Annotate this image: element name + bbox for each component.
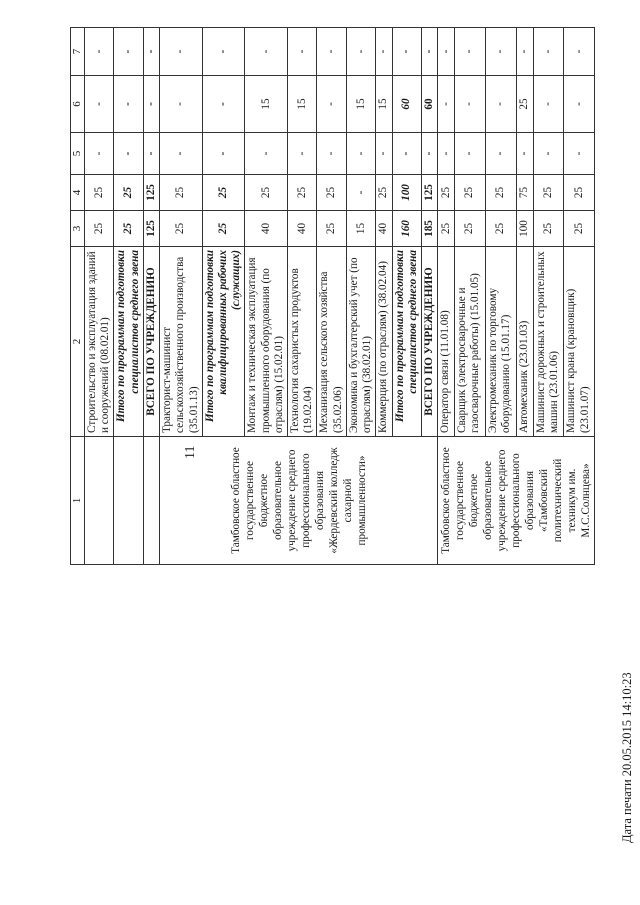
value-cell-c4: 25 bbox=[84, 175, 113, 211]
value-cell-c6: 15 bbox=[346, 76, 375, 133]
value-cell-c7: - bbox=[114, 28, 143, 76]
program-name: Тракторист-машинист сельскохозяйственного производства (35.01.13) bbox=[160, 247, 203, 437]
value-cell-c3: 25 bbox=[533, 211, 564, 247]
value-cell-c3: 25 bbox=[202, 211, 245, 247]
program-name: Технология сахаристых продуктов (19.02.04) bbox=[288, 247, 317, 437]
value-cell-c7: - bbox=[202, 28, 245, 76]
value-cell-c3: 25 bbox=[317, 211, 346, 247]
value-cell-c7: - bbox=[376, 28, 392, 76]
column-number: 7 bbox=[71, 28, 85, 76]
value-cell-c4: 25 bbox=[245, 175, 288, 211]
column-number: 2 bbox=[71, 247, 85, 437]
value-cell-c7: - bbox=[317, 28, 346, 76]
value-cell-c6: 15 bbox=[376, 76, 392, 133]
column-number: 4 bbox=[71, 175, 85, 211]
value-cell-c7: - bbox=[438, 28, 455, 76]
program-row bbox=[160, 28, 203, 565]
value-cell-c7: - bbox=[160, 28, 203, 76]
value-cell-c5: - bbox=[438, 133, 455, 175]
value-cell-c6: - bbox=[564, 76, 595, 133]
value-cell-c4: 25 bbox=[114, 175, 143, 211]
value-cell-c3: 40 bbox=[376, 211, 392, 247]
value-cell-c7: - bbox=[422, 28, 438, 76]
value-cell-c5: - bbox=[346, 133, 375, 175]
continued-row bbox=[143, 28, 159, 565]
row-label: Итого по программам подготовки специалистов среднего звена bbox=[114, 247, 143, 437]
value-cell-c3: 25 bbox=[485, 211, 516, 247]
print-date: Дата печати 20.05.2015 14:10:23 bbox=[620, 672, 634, 843]
value-cell-c6: 60 bbox=[392, 76, 421, 133]
value-cell-c4: 25 bbox=[438, 175, 455, 211]
row-label: ВСЕГО ПО УЧРЕЖДЕНИЮ bbox=[143, 247, 159, 437]
value-cell-c6: - bbox=[143, 76, 159, 133]
row-label: Итого по программам подготовки квалифицированных рабочих (служащих) bbox=[202, 247, 245, 437]
continued-row bbox=[84, 28, 113, 565]
admission-plan-table bbox=[70, 27, 595, 565]
program-row bbox=[438, 28, 455, 565]
value-cell-c7: - bbox=[392, 28, 421, 76]
table-body bbox=[71, 28, 595, 565]
row-label: Итого по программам подготовки специалистов среднего звена bbox=[392, 247, 421, 437]
value-cell-c7: - bbox=[485, 28, 516, 76]
value-cell-c5: - bbox=[202, 133, 245, 175]
value-cell-c7: - bbox=[143, 28, 159, 76]
value-cell-c7: - bbox=[245, 28, 288, 76]
value-cell-c4: 100 bbox=[392, 175, 421, 211]
empty-institution-cell bbox=[143, 437, 159, 565]
value-cell-c5: - bbox=[376, 133, 392, 175]
value-cell-c7: - bbox=[564, 28, 595, 76]
program-name: Строительство и эксплуатация зданий и сооружений (08.02.01) bbox=[84, 247, 113, 437]
value-cell-c5: - bbox=[516, 133, 533, 175]
value-cell-c7: - bbox=[288, 28, 317, 76]
value-cell-c5: - bbox=[288, 133, 317, 175]
institution-name: Тамбовское областное государственное бюджетное образовательное учреждение среднего профессионального образования «Тамбовский политехнический техникум им. М.С.Солнцева» bbox=[438, 437, 595, 565]
program-name: Механизация сельского хозяйства (35.02.06) bbox=[317, 247, 346, 437]
program-name: Электромеханик по торговому оборудованию (15.01.17) bbox=[485, 247, 516, 437]
value-cell-c5: - bbox=[455, 133, 486, 175]
value-cell-c4: 125 bbox=[143, 175, 159, 211]
value-cell-c6: - bbox=[114, 76, 143, 133]
program-name: Автомеханик (23.01.03) bbox=[516, 247, 533, 437]
program-name: Оператор связи (11.01.08) bbox=[438, 247, 455, 437]
column-number: 6 bbox=[71, 76, 85, 133]
value-cell-c6: 25 bbox=[516, 76, 533, 133]
page-number: 11 bbox=[183, 445, 198, 459]
value-cell-c3: 25 bbox=[438, 211, 455, 247]
program-name: Экономика и бухгалтерский учет (по отраслям) (38.02.01) bbox=[346, 247, 375, 437]
value-cell-c5: - bbox=[84, 133, 113, 175]
value-cell-c6: - bbox=[533, 76, 564, 133]
value-cell-c4: - bbox=[346, 175, 375, 211]
value-cell-c3: 25 bbox=[84, 211, 113, 247]
value-cell-c4: 25 bbox=[564, 175, 595, 211]
value-cell-c6: 15 bbox=[245, 76, 288, 133]
value-cell-c7: - bbox=[455, 28, 486, 76]
program-name: Коммерция (по отраслям) (38.02.04) bbox=[376, 247, 392, 437]
row-label: ВСЕГО ПО УЧРЕЖДЕНИЮ bbox=[422, 247, 438, 437]
value-cell-c7: - bbox=[516, 28, 533, 76]
empty-institution-cell bbox=[114, 437, 143, 565]
value-cell-c5: - bbox=[485, 133, 516, 175]
value-cell-c4: 75 bbox=[516, 175, 533, 211]
value-cell-c5: - bbox=[114, 133, 143, 175]
value-cell-c3: 15 bbox=[346, 211, 375, 247]
value-cell-c3: 100 bbox=[516, 211, 533, 247]
value-cell-c4: 25 bbox=[455, 175, 486, 211]
value-cell-c5: - bbox=[160, 133, 203, 175]
program-name: Сварщик (электросварочные и газосварочные работы) (15.01.05) bbox=[455, 247, 486, 437]
value-cell-c4: 25 bbox=[160, 175, 203, 211]
institution-name: Тамбовское областное государственное бюджетное образовательное учреждение среднего профессионального образования «Жердевский колледж сахарной промышленности» bbox=[160, 437, 438, 565]
value-cell-c6: - bbox=[317, 76, 346, 133]
value-cell-c6: - bbox=[455, 76, 486, 133]
column-number-row bbox=[71, 28, 85, 565]
value-cell-c6: - bbox=[438, 76, 455, 133]
value-cell-c3: 125 bbox=[143, 211, 159, 247]
value-cell-c6: - bbox=[202, 76, 245, 133]
value-cell-c6: - bbox=[485, 76, 516, 133]
value-cell-c5: - bbox=[317, 133, 346, 175]
column-number: 1 bbox=[71, 437, 85, 565]
value-cell-c7: - bbox=[346, 28, 375, 76]
value-cell-c4: 25 bbox=[533, 175, 564, 211]
program-name: Машинист дорожных и строительных машин (23.01.06) bbox=[533, 247, 564, 437]
empty-institution-cell bbox=[84, 437, 113, 565]
program-name: Машинист крана (крановщик) (23.01.07) bbox=[564, 247, 595, 437]
value-cell-c4: 25 bbox=[202, 175, 245, 211]
value-cell-c3: 160 bbox=[392, 211, 421, 247]
value-cell-c6: - bbox=[84, 76, 113, 133]
value-cell-c7: - bbox=[533, 28, 564, 76]
value-cell-c6: 15 bbox=[288, 76, 317, 133]
value-cell-c5: - bbox=[422, 133, 438, 175]
value-cell-c3: 25 bbox=[114, 211, 143, 247]
value-cell-c3: 25 bbox=[455, 211, 486, 247]
value-cell-c3: 25 bbox=[160, 211, 203, 247]
column-number: 3 bbox=[71, 211, 85, 247]
value-cell-c3: 25 bbox=[564, 211, 595, 247]
program-name: Монтаж и техническая эксплуатация промышленного оборудования (по отраслям) (15.02.01) bbox=[245, 247, 288, 437]
value-cell-c7: - bbox=[84, 28, 113, 76]
value-cell-c5: - bbox=[392, 133, 421, 175]
value-cell-c5: - bbox=[533, 133, 564, 175]
value-cell-c5: - bbox=[143, 133, 159, 175]
value-cell-c4: 25 bbox=[376, 175, 392, 211]
value-cell-c5: - bbox=[245, 133, 288, 175]
value-cell-c3: 185 bbox=[422, 211, 438, 247]
value-cell-c4: 25 bbox=[288, 175, 317, 211]
column-number: 5 bbox=[71, 133, 85, 175]
value-cell-c4: 25 bbox=[485, 175, 516, 211]
value-cell-c3: 40 bbox=[288, 211, 317, 247]
value-cell-c6: 60 bbox=[422, 76, 438, 133]
value-cell-c6: - bbox=[160, 76, 203, 133]
value-cell-c5: - bbox=[564, 133, 595, 175]
value-cell-c3: 40 bbox=[245, 211, 288, 247]
value-cell-c4: 25 bbox=[317, 175, 346, 211]
continued-row bbox=[114, 28, 143, 565]
value-cell-c4: 125 bbox=[422, 175, 438, 211]
